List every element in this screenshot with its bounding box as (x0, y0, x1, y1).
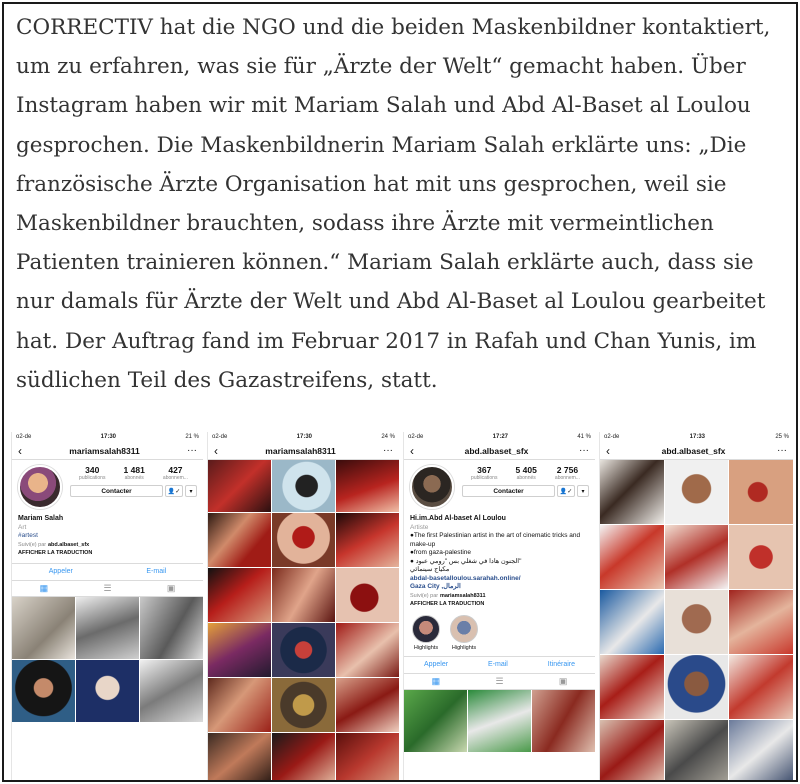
more-options-icon[interactable]: ··· (579, 445, 589, 456)
tagged-icon[interactable]: ▣ (166, 582, 176, 593)
carrier-label: o2-de (212, 434, 228, 440)
post-thumbnail[interactable] (665, 720, 729, 782)
post-thumbnail[interactable] (729, 525, 793, 589)
followed-by-user[interactable]: abd.albaset_sfx (47, 541, 90, 548)
post-thumbnail[interactable] (208, 513, 271, 567)
followed-by-label: Suivi(e) par (410, 592, 439, 599)
phone-screenshot-abd-grid (599, 432, 793, 782)
post-thumbnail[interactable] (404, 690, 467, 752)
grid-view-icon[interactable]: ▦ (39, 582, 49, 593)
stat-label: publications (471, 475, 498, 481)
list-view-icon[interactable]: ☰ (103, 582, 112, 593)
status-bar (208, 432, 399, 442)
profile-category: Art (18, 523, 27, 531)
post-thumbnail[interactable] (600, 590, 664, 654)
post-thumbnail[interactable] (272, 623, 335, 677)
stat-label: publications (79, 475, 106, 481)
stat-number: 1 481 (123, 465, 145, 475)
highlight-item[interactable] (450, 615, 478, 651)
post-thumbnail[interactable] (208, 733, 271, 782)
list-view-icon[interactable]: ☰ (495, 675, 504, 686)
post-thumbnail[interactable] (272, 513, 335, 567)
post-grid (404, 690, 595, 752)
profile-username: mariamsalah8311 (265, 445, 336, 456)
highlight-cover (412, 615, 440, 643)
phone-screenshot-mariam-profile (11, 432, 203, 782)
status-bar (600, 432, 793, 442)
carrier-label: o2-de (604, 434, 620, 440)
contact-button[interactable]: Contacter (70, 485, 163, 497)
stat-label: abonnem... (554, 475, 580, 481)
clock-label: 17:27 (492, 434, 509, 440)
post-grid (12, 597, 203, 722)
post-thumbnail[interactable] (665, 525, 729, 589)
bio-link[interactable]: abdal-basetalloulou.sarahah.online/ (410, 574, 521, 582)
followed-by-label: Suivi(e) par (18, 541, 47, 548)
stat-number: 5 405 (515, 465, 537, 475)
call-button[interactable]: Appeler (423, 661, 449, 668)
article-paragraph: CORRECTIV hat die NGO und die beiden Maskenbildner kontaktiert, um zu erfahren, was sie für „Ärzte der Welt“ gemacht haben. Über Instagram haben wir mit Mariam Salah und Abd Al-Baset al Loulou gesprochen. Die Maskenbildnerin Mariam Salah erklärte uns: „Die französische Ärzte Organisation hat mit uns gesprochen, weil sie Maskenbildner brauchten, sodass ihre Ärzte mit vermeintlichen Patienten trainieren können.“ Mariam Salah erklärte auch, dass sie nur damals für Ärzte der Welt und Abd Al-Baset al Loulou gearbeitet hat. Der Auftrag fand im Februar 2017 in Rafah und Chan Yunis, im südlichen Teil des Gazastreifens, statt. (16, 15, 771, 393)
stat-label: abonnem... (162, 475, 188, 481)
carrier-label: o2-de (16, 434, 32, 440)
phone-screenshot-abd-profile (403, 432, 595, 782)
chevron-down-icon[interactable]: ▾ (577, 485, 589, 497)
post-thumbnail[interactable] (208, 678, 271, 732)
profile-actions (404, 656, 595, 674)
post-thumbnail[interactable] (140, 660, 203, 722)
stat-label: abonnés (516, 475, 536, 481)
follow-check-icon[interactable]: 👤✓ (557, 485, 575, 497)
clock-label: 17:33 (689, 434, 706, 440)
clock-label: 17:30 (100, 434, 117, 440)
post-thumbnail[interactable] (272, 733, 335, 782)
profile-nav-bar (12, 442, 203, 460)
profile-username: abd.albaset_sfx (464, 445, 529, 456)
battery-label: 24 % (381, 434, 395, 440)
view-toggle-bar (12, 581, 203, 597)
tagged-icon[interactable]: ▣ (558, 675, 568, 686)
post-thumbnail[interactable] (729, 460, 793, 524)
profile-name: Hi.im.Abd Al-baset Al Loulou (410, 515, 506, 522)
highlight-label: Highlights (451, 644, 477, 651)
profile-bio (404, 509, 595, 609)
post-thumbnail[interactable] (336, 460, 399, 512)
phone-screenshot-mariam-grid (207, 432, 399, 782)
avatar[interactable] (18, 465, 62, 509)
back-arrow-icon[interactable]: ‹ (606, 443, 610, 458)
email-button[interactable]: E-mail (488, 661, 508, 668)
back-arrow-icon[interactable]: ‹ (18, 443, 22, 458)
follow-check-icon[interactable]: 👤✓ (165, 485, 183, 497)
stat-number: 427 (168, 465, 183, 475)
translate-link[interactable]: AFFICHER LA TRADUCTION (410, 601, 485, 607)
post-thumbnail[interactable] (12, 660, 75, 722)
chevron-down-icon[interactable]: ▾ (185, 485, 197, 497)
highlight-cover (450, 615, 478, 643)
post-thumbnail[interactable] (600, 525, 664, 589)
itinerary-button[interactable]: Itinéraire (547, 661, 576, 668)
post-thumbnail[interactable] (600, 720, 664, 782)
profile-name: Mariam Salah (18, 515, 64, 522)
instagram-screenshots (11, 432, 793, 782)
post-grid (600, 460, 793, 782)
back-arrow-icon[interactable]: ‹ (410, 443, 414, 458)
clock-label: 17:30 (296, 434, 313, 440)
profile-nav-bar (208, 442, 399, 460)
stat-number: 367 (477, 465, 492, 475)
post-thumbnail[interactable] (468, 690, 531, 752)
grid-view-icon[interactable]: ▦ (431, 675, 441, 686)
post-thumbnail[interactable] (272, 568, 335, 622)
battery-label: 41 % (577, 434, 591, 440)
post-thumbnail[interactable] (208, 460, 271, 512)
stat-number: 2 756 (556, 465, 579, 475)
profile-bio (12, 509, 203, 558)
highlight-item[interactable] (412, 615, 440, 651)
bio-line: ●from gaza-palestine (410, 549, 472, 556)
bio-line: ●The first Palestinian artist in the art of cinematic tricks and make-up (410, 532, 581, 548)
post-thumbnail[interactable] (12, 597, 75, 659)
followed-by-user[interactable]: mariamsalah8311 (439, 592, 486, 599)
email-button[interactable]: E-mail (146, 568, 167, 575)
contact-button[interactable]: Contacter (462, 485, 555, 497)
stat-label: abonnés (124, 475, 144, 481)
profile-hashtag[interactable]: #artest (18, 532, 38, 539)
bio-line: مكياج سينمائي (410, 566, 450, 573)
post-thumbnail[interactable] (336, 623, 399, 677)
post-thumbnail[interactable] (600, 460, 664, 524)
avatar[interactable] (410, 465, 454, 509)
highlight-label: Highlights (413, 644, 439, 651)
more-options-icon[interactable]: ··· (777, 445, 787, 456)
post-thumbnail[interactable] (600, 655, 664, 719)
profile-nav-bar (600, 442, 793, 460)
bio-line: ● الجنون هادا في شغلي بس "رومي عبود" (410, 557, 522, 565)
profile-nav-bar (404, 442, 595, 460)
post-thumbnail[interactable] (665, 460, 729, 524)
profile-actions (12, 563, 203, 581)
profile-username: abd.albaset_sfx (661, 445, 726, 456)
post-thumbnail[interactable] (665, 655, 729, 719)
post-thumbnail[interactable] (729, 590, 793, 654)
post-thumbnail[interactable] (140, 597, 203, 659)
story-highlights (404, 609, 595, 651)
profile-location[interactable]: Gaza City ,الرمال (410, 583, 461, 590)
stat-following[interactable] (555, 465, 580, 481)
post-thumbnail[interactable] (76, 597, 139, 659)
post-grid (208, 460, 399, 782)
post-thumbnail[interactable] (665, 590, 729, 654)
status-bar (12, 432, 203, 442)
post-thumbnail[interactable] (76, 660, 139, 722)
post-thumbnail[interactable] (208, 568, 271, 622)
profile-username: mariamsalah8311 (69, 445, 140, 456)
more-options-icon[interactable]: ··· (382, 445, 393, 456)
post-thumbnail[interactable] (532, 690, 595, 752)
post-thumbnail[interactable] (336, 733, 399, 782)
stat-following[interactable] (163, 465, 188, 481)
article-frame (2, 2, 798, 782)
post-thumbnail[interactable] (729, 655, 793, 719)
battery-label: 21 % (185, 434, 199, 440)
stat-publications[interactable] (79, 465, 105, 481)
post-thumbnail[interactable] (272, 678, 335, 732)
status-bar (404, 432, 595, 442)
post-thumbnail[interactable] (729, 720, 793, 782)
view-toggle-bar (404, 674, 595, 690)
profile-category: Artiste (410, 523, 429, 531)
carrier-label: o2-de (408, 434, 424, 440)
post-thumbnail[interactable] (336, 568, 399, 622)
post-thumbnail[interactable] (336, 513, 399, 567)
battery-label: 25 % (775, 434, 789, 440)
post-thumbnail[interactable] (272, 460, 335, 512)
more-options-icon[interactable]: ··· (186, 445, 197, 456)
stat-followers[interactable] (516, 465, 537, 481)
stat-followers[interactable] (124, 465, 145, 481)
translate-link[interactable]: AFFICHER LA TRADUCTION (18, 550, 93, 556)
post-thumbnail[interactable] (208, 623, 271, 677)
post-thumbnail[interactable] (336, 678, 399, 732)
stat-number: 340 (85, 465, 100, 475)
stat-publications[interactable] (471, 465, 497, 481)
call-button[interactable]: Appeler (48, 568, 73, 575)
back-arrow-icon[interactable]: ‹ (214, 443, 218, 458)
